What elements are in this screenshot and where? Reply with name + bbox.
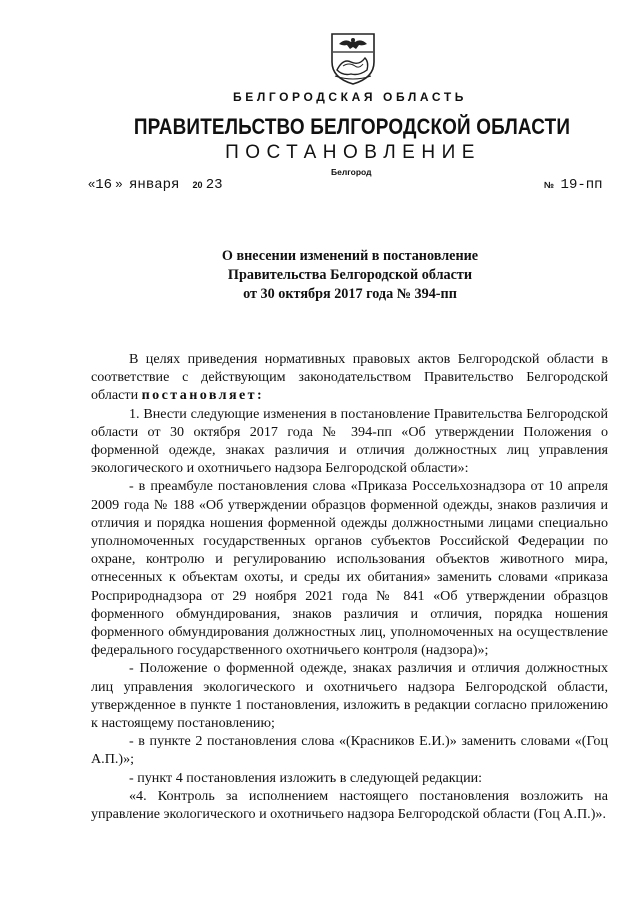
government-heading: ПРАВИТЕЛЬСТВО БЕЛГОРОДСКОЙ ОБЛАСТИ <box>133 114 571 139</box>
decree-title <box>0 247 640 304</box>
decree-number <box>544 176 603 193</box>
decree-date <box>88 176 223 193</box>
date-day: 16 <box>95 177 113 193</box>
date-close-quote: » <box>115 176 123 191</box>
number-sign: № <box>544 180 555 190</box>
date-year-prefix: 20 <box>192 180 203 190</box>
city-label: Белгород <box>331 167 372 177</box>
title-line: О внесении изменений в постановление <box>221 248 479 264</box>
number-value: 19-пп <box>560 177 603 193</box>
decree-body <box>91 350 608 823</box>
intro-paragraph <box>91 350 608 405</box>
paragraph: - в преамбуле постановления слова «Приказа Россельхознадзора от 10 апреля 2009 года № 188 «Об утверждении образцов форменной одежды, знаков различия и отличия и порядка ношения форменной одежды должностными лицами специально уполномоченных государственных органов субъектов Российской Федерации по охране, контролю и регулированию использования объектов животного мира, отнесенных к объектам охоты, и среды их обитания» заменить словами «приказа Росприроднадзора от 29 ноября 2021 года № 841 «Об утверждении образцов форменного обмундирования, знаков различия и отличия, порядка ношения форменного обмундирования должностных лиц, уполномоченных на осуществление федерального государственного охотничьего контроля (надзора)»; <box>91 478 608 659</box>
paragraph: - пункт 4 постановления изложить в следующей редакции: <box>129 769 483 786</box>
decree-heading: ПОСТАНОВЛЕНИЕ <box>225 142 481 163</box>
intro-emphasis: постановляет: <box>141 387 265 404</box>
paragraph: «4. Контроль за исполнением настоящего постановления возложить на управление экологического и охотничьего надзора Белгородской области (Гоц А.П.)». <box>91 787 608 823</box>
date-open-quote: « <box>88 176 96 191</box>
paragraph: - в пункте 2 постановления слова «(Красников Е.И.)» заменить словами «(Гоц А.П.)»; <box>91 733 608 768</box>
date-year-suffix: 23 <box>205 177 223 193</box>
intro-text: В целях приведения нормативных правовых актов Белгородской области в соответствие с действующим законодательством Правительство Белгородской области <box>91 351 608 404</box>
coat-of-arms-icon <box>329 32 377 86</box>
region-heading: БЕЛГОРОДСКАЯ ОБЛАСТЬ <box>233 90 467 104</box>
date-month: января <box>129 177 180 193</box>
title-line: Правительства Белгородской области <box>227 267 473 283</box>
title-line: от 30 октября 2017 года № 394-пп <box>243 286 457 302</box>
paragraph: 1. Внести следующие изменения в постановление Правительства Белгородской области от 30 октября 2017 года № 394-пп «Об утверждении Положения о форменной одежде, знаках различия и отличия должностных лиц управления экологического и охотничьего надзора Белгородской области»: <box>91 405 608 477</box>
paragraph: - Положение о форменной одежде, знаках различия и отличия должностных лиц управления экологического и охотничьего надзора Белгородской области, утвержденное в пункте 1 постановления, изложить в редакции согласно приложению к настоящему постановлению; <box>91 660 608 732</box>
